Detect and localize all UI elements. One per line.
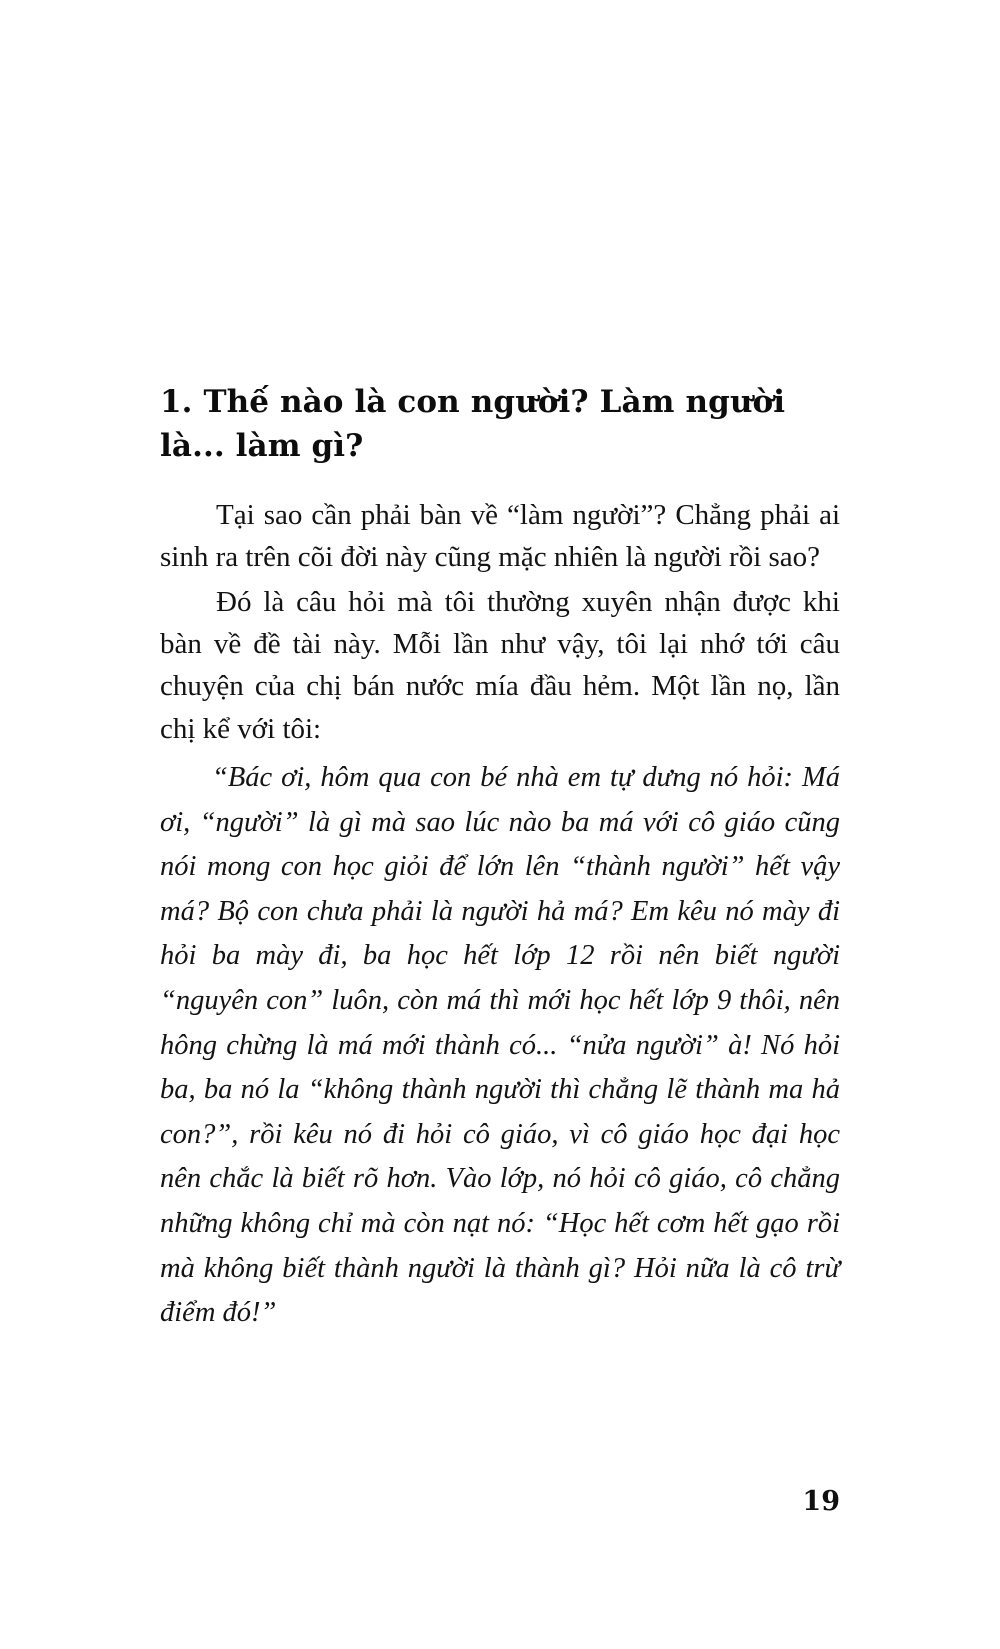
body-paragraph-1: Tại sao cần phải bàn về “làm người”? Chẳng phải ai sinh ra trên cõi đời này cũng mặc nhiên là người rồi sao? [160,499,840,574]
body-paragraph-2: Đó là câu hỏi mà tôi thường xuyên nhận được khi bàn về đề tài này. Mỗi lần như vậy, tôi lại nhớ tới câu chuyện của chị bán nước mía đầu hẻm. Một lần nọ, lần chị kể với tôi: [160,585,840,745]
block-quote: “Bác ơi, hôm qua con bé nhà em tự dưng nó hỏi: Má ơi, “người” là gì mà sao lúc nào ba má với cô giáo cũng nói mong con học giỏi để lớn lên “thành người” hết vậy má? Bộ con chưa phải là người hả má? Em kêu nó mày đi hỏi ba mày đi, ba học hết lớp 12 rồi nên biết người “nguyên con” luôn, còn má thì mới học hết lớp 9 thôi, nên hông chừng là má mới thành có... “nửa người” à! Nó hỏi ba, ba nó la “không thành người thì chẳng lẽ thành ma hả con?”, rồi kêu nó đi hỏi cô giáo, vì cô giáo học đại học nên chắc là biết rõ hơn. Vào lớp, nó hỏi cô giáo, cô chẳng những không chỉ mà còn nạt nó: “Học hết cơm hết gạo rồi mà không biết thành người là thành gì? Hỏi nữa là cô trừ điểm đó!” [160,762,840,1329]
page-title: 1. Thế nào là con người? Làm người là... làm gì? [160,384,786,465]
page-number: 19 [802,1486,840,1517]
